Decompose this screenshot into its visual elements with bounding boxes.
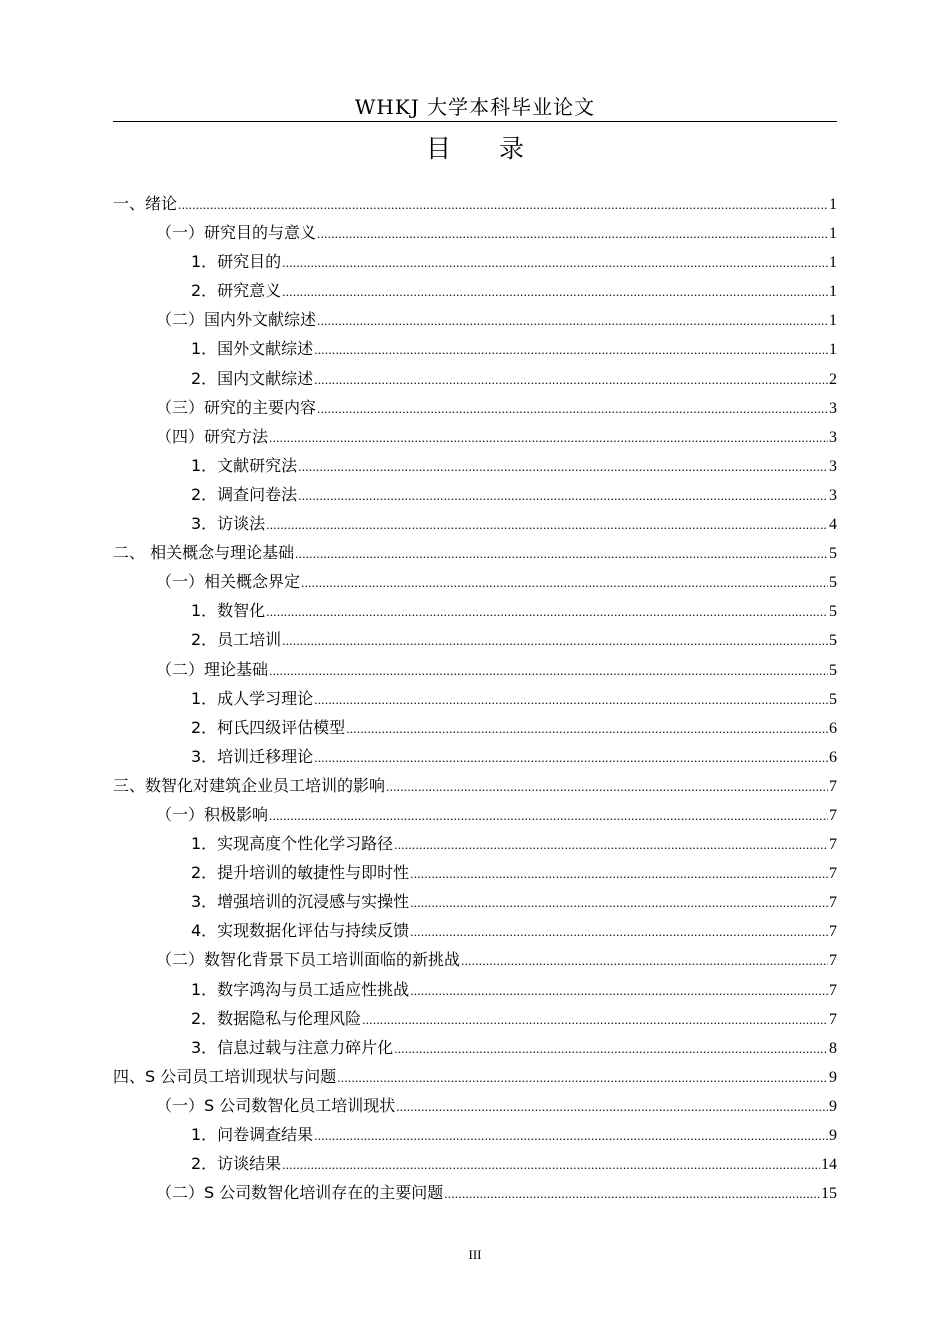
toc-entry-page: 5 [829,603,837,621]
toc-entry-label: 2．员工培训 [191,630,282,650]
toc-entry-page: 9 [829,1068,837,1086]
toc-entry[interactable] [113,393,837,422]
toc-entry-label: 1．问卷调查结果 [191,1125,314,1144]
toc-entry-label: 2．数据隐私与伦理风险 [191,1008,362,1028]
toc-entry-page: 5 [829,661,837,679]
toc-entry-label: 1．数智化 [191,601,266,621]
toc-leader-dots [317,219,828,248]
toc-leader-dots [314,685,828,714]
toc-entry[interactable] [113,247,837,276]
toc-leader-dots [178,190,828,219]
toc-entry-label: （三）研究的主要内容 [156,397,317,417]
toc-leader-dots [346,714,828,743]
toc-entry[interactable] [113,800,837,829]
toc-entry-label: 4．实现数据化评估与持续反馈 [191,921,410,941]
toc-entry-label: 2．研究意义 [191,281,282,301]
toc-leader-dots [314,743,828,772]
toc-entry-label: 1．数字鸿沟与员工适应性挑战 [191,979,410,999]
toc-entry-page: 1 [829,283,837,301]
toc-leader-dots [410,976,828,1005]
toc-entry[interactable] [113,1120,837,1149]
toc-entry-page: 3 [829,486,837,504]
toc-entry-page: 9 [829,1127,837,1144]
toc-entry-page: 5 [829,545,837,563]
toc-leader-dots [269,423,828,452]
page-number: III [468,1247,482,1262]
toc-leader-dots [282,1150,820,1179]
toc-entry-label: 2．调查问卷法 [191,484,298,504]
toc-entry-page: 3 [829,399,837,417]
toc-entry-label: （二）S 公司数智化培训存在的主要问题 [156,1183,444,1203]
toc-entry-page: 1 [829,254,837,272]
toc-leader-dots [314,365,828,394]
toc-leader-dots [269,801,828,830]
toc-entry[interactable] [113,771,837,800]
page-title: 目 录 [426,134,544,163]
toc-entry-label: 3．增强培训的沉浸感与实操性 [191,892,410,912]
toc-leader-dots [317,394,828,423]
toc-entry-label: 1．国外文献综述 [191,339,314,359]
toc-entry-label: （二）理论基础 [156,659,269,679]
toc-entry-page: 1 [829,196,837,213]
toc-entry-label: （二）数智化背景下员工培训面临的新挑战 [156,950,461,970]
toc-entry-label: （一）S 公司数智化员工培训现状 [156,1095,396,1115]
toc-entry-label: 2．访谈结果 [191,1154,282,1174]
toc-leader-dots [298,481,828,510]
toc-entry-page: 3 [829,428,837,446]
toc-leader-dots [396,1092,828,1121]
toc-entry-page: 2 [829,370,837,388]
toc-entry[interactable] [113,509,837,538]
toc-entry[interactable] [113,742,837,771]
toc-leader-dots [394,830,828,859]
header-rule [113,121,837,122]
toc-entry-page: 5 [829,574,837,592]
toc-entry[interactable] [113,305,837,334]
toc-leader-dots [266,510,828,539]
toc-entry-page: 7 [829,865,837,883]
toc-entry-label: （一）相关概念界定 [156,572,301,592]
toc-entry-page: 3 [829,457,837,475]
toc-entry[interactable] [113,567,837,596]
toc-entry-label: 1．研究目的 [191,252,282,272]
toc-entry-page: 7 [829,981,837,999]
toc-leader-dots [282,277,828,306]
toc-entry-page: 14 [821,1156,837,1174]
toc-entry-page: 1 [829,225,837,243]
toc-entry-label: 3．培训迁移理论 [191,746,314,766]
toc-entry-label: 一、绪论 [113,194,178,213]
toc-entry[interactable] [113,1091,837,1120]
toc-entry-label: 1．文献研究法 [191,455,298,475]
toc-leader-dots [301,568,828,597]
toc-entry-page: 7 [829,952,837,970]
toc-entry-label: 2．提升培训的敏捷性与即时性 [191,863,410,883]
toc-leader-dots [410,888,828,917]
toc-leader-dots [282,248,828,277]
toc-entry-label: 1．成人学习理论 [191,688,314,708]
toc-entry-page: 5 [829,632,837,650]
toc-entry[interactable] [113,596,837,625]
toc-entry[interactable] [113,1062,837,1091]
toc-entry-page: 7 [829,836,837,854]
toc-leader-dots [295,539,828,568]
toc-entry-page: 1 [829,341,837,359]
toc-entry[interactable] [113,713,837,742]
toc-entry-page: 1 [829,312,837,330]
toc-leader-dots [386,772,828,801]
toc-entry-label: 1．实现高度个性化学习路径 [191,834,394,854]
toc-leader-dots [266,597,828,626]
toc-leader-dots [410,859,828,888]
toc-entry-page: 7 [829,777,837,795]
toc-entry[interactable] [113,1149,837,1178]
toc-entry[interactable] [113,975,837,1004]
toc-entry-label: （一）研究目的与意义 [156,223,317,243]
toc-entry[interactable] [113,480,837,509]
toc-entry[interactable] [113,858,837,887]
toc-entry-label: （四）研究方法 [156,426,269,446]
toc-entry[interactable] [113,1178,837,1207]
toc-entry-page: 7 [829,806,837,824]
toc-entry[interactable] [113,334,837,363]
toc-leader-dots [317,306,828,335]
toc-entry[interactable] [113,1004,837,1033]
toc-leader-dots [282,626,828,655]
toc-leader-dots [337,1063,828,1092]
toc-leader-dots [298,452,828,481]
toc-entry[interactable] [113,276,837,305]
toc-entry-page: 7 [829,923,837,941]
toc-leader-dots [362,1005,828,1034]
toc-entry[interactable] [113,189,837,218]
toc-entry[interactable] [113,364,837,393]
toc-entry[interactable] [113,916,837,945]
toc-leader-dots [269,656,828,685]
toc-entry-page: 4 [829,516,837,534]
toc-entry[interactable] [113,684,837,713]
toc-entry-page: 7 [829,1010,837,1028]
toc-entry[interactable] [113,625,837,654]
toc-entry-page: 15 [821,1185,837,1203]
toc-entry-page: 5 [829,690,837,708]
toc-entry-page: 8 [829,1039,837,1057]
toc-leader-dots [410,917,828,946]
toc-entry-page: 9 [829,1097,837,1115]
toc-leader-dots [314,1121,828,1150]
running-header: WHKJ 大学本科毕业论文 [354,95,596,119]
toc-entry-page: 6 [829,719,837,737]
toc-entry-label: （一）积极影响 [156,804,269,824]
toc-leader-dots [314,335,828,364]
toc-entry[interactable] [113,422,837,451]
toc-entry-label: 3．访谈法 [191,514,266,534]
toc-entry[interactable] [113,1033,837,1062]
toc-entry[interactable] [113,829,837,858]
toc-entry[interactable] [113,887,837,916]
toc-entry-page: 7 [829,894,837,912]
toc-entry-label: 2．柯氏四级评估模型 [191,717,346,737]
toc-entry[interactable] [113,655,837,684]
toc-entry-label: 三、数智化对建筑企业员工培训的影响 [113,775,386,795]
toc-entry-label: 四、S 公司员工培训现状与问题 [113,1066,337,1086]
table-of-contents [113,189,837,1207]
toc-entry-label: 二、 相关概念与理论基础 [113,543,295,563]
toc-leader-dots [394,1034,828,1063]
toc-entry-label: （二）国内外文献综述 [156,310,317,330]
toc-entry-label: 3．信息过载与注意力碎片化 [191,1037,394,1057]
toc-leader-dots [461,946,828,975]
toc-entry[interactable] [113,538,837,567]
toc-entry-page: 6 [829,748,837,766]
toc-entry[interactable] [113,945,837,974]
toc-entry-label: 2．国内文献综述 [191,368,314,388]
toc-entry[interactable] [113,218,837,247]
toc-entry[interactable] [113,451,837,480]
toc-leader-dots [444,1179,820,1208]
